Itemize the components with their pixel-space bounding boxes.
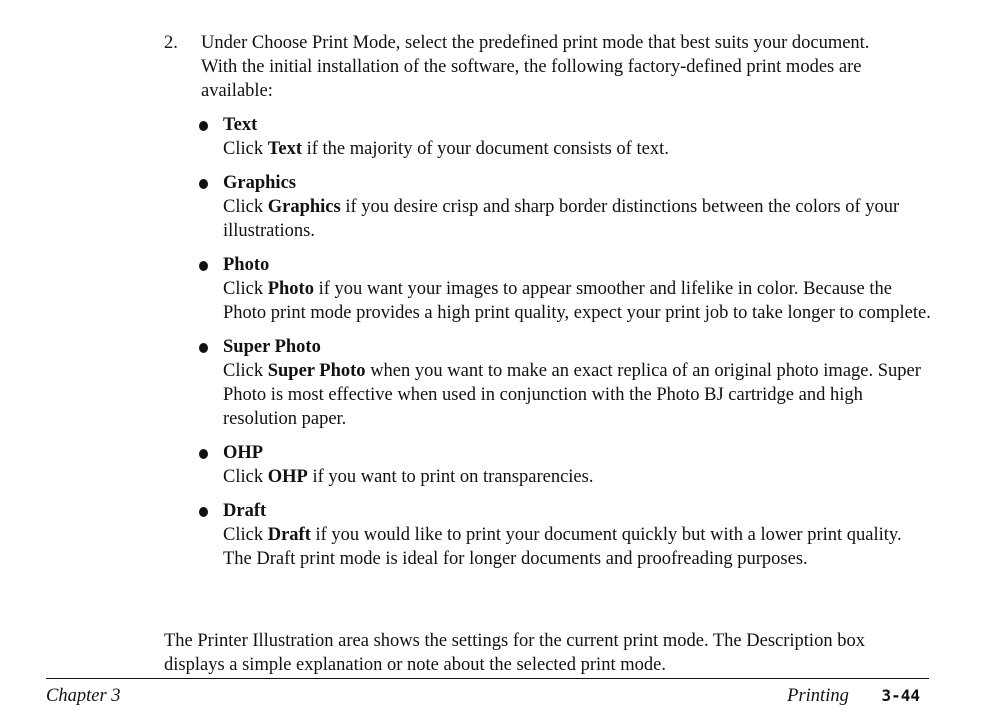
mode-keyword: OHP <box>267 467 308 487</box>
mode-description: Click Draft if you would like to print your document quickly but with a lower print quality. The Draft print mode is ideal for longer documents and proofreading purposes. <box>223 525 902 569</box>
mode-description: Click OHP if you want to print on transparencies. <box>223 467 594 487</box>
mode-description: Click Text if the majority of your document consists of text. <box>223 139 669 159</box>
mode-keyword: Graphics <box>267 197 341 217</box>
step-number: 2. <box>164 33 178 53</box>
footer-divider <box>46 678 929 679</box>
mode-title: OHP <box>223 443 264 463</box>
bullet-icon <box>199 449 208 459</box>
step-2 <box>164 31 904 103</box>
mode-item-super-photo <box>197 335 932 431</box>
bullet-icon <box>199 179 208 189</box>
footer-right <box>787 684 920 708</box>
mode-title: Photo <box>223 255 270 275</box>
mode-keyword: Text <box>267 139 302 159</box>
mode-item-draft <box>197 499 932 571</box>
footer-section: Printing <box>787 686 849 706</box>
page-number: 3-44 <box>881 686 920 705</box>
mode-title: Graphics <box>223 173 296 193</box>
footer-chapter: Chapter 3 <box>46 686 121 706</box>
bullet-icon <box>199 261 208 271</box>
mode-keyword: Draft <box>267 525 311 545</box>
closing-paragraph: The Printer Illustration area shows the settings for the current print mode. The Description box displays a simple explanation or note about the selected print mode. <box>164 631 865 675</box>
mode-title: Super Photo <box>223 337 321 357</box>
bullet-icon <box>199 121 208 131</box>
step-intro-text: Under Choose Print Mode, select the predefined print mode that best suits your document. With the initial installation of the software, the following factory-defined print modes are available: <box>201 33 870 101</box>
bullet-icon <box>199 343 208 353</box>
mode-item-text <box>197 113 932 161</box>
mode-item-photo <box>197 253 932 325</box>
print-mode-list <box>197 113 932 581</box>
mode-title: Draft <box>223 501 267 521</box>
mode-keyword: Photo <box>267 279 314 299</box>
mode-description: Click Graphics if you desire crisp and sharp border distinctions between the colors of your illustrations. <box>223 197 900 241</box>
mode-item-ohp <box>197 441 932 489</box>
mode-keyword: Super Photo <box>267 361 366 381</box>
bullet-icon <box>199 507 208 517</box>
mode-item-graphics <box>197 171 932 243</box>
mode-description: Click Super Photo when you want to make an exact replica of an original photo image. Super Photo is most effective when used in conjunction with the Photo BJ cartridge and high resolution paper. <box>223 361 921 429</box>
mode-title: Text <box>223 115 258 135</box>
mode-description: Click Photo if you want your images to appear smoother and lifelike in color. Because the Photo print mode provides a high print quality, expect your print job to take longer to complete. <box>223 279 931 323</box>
